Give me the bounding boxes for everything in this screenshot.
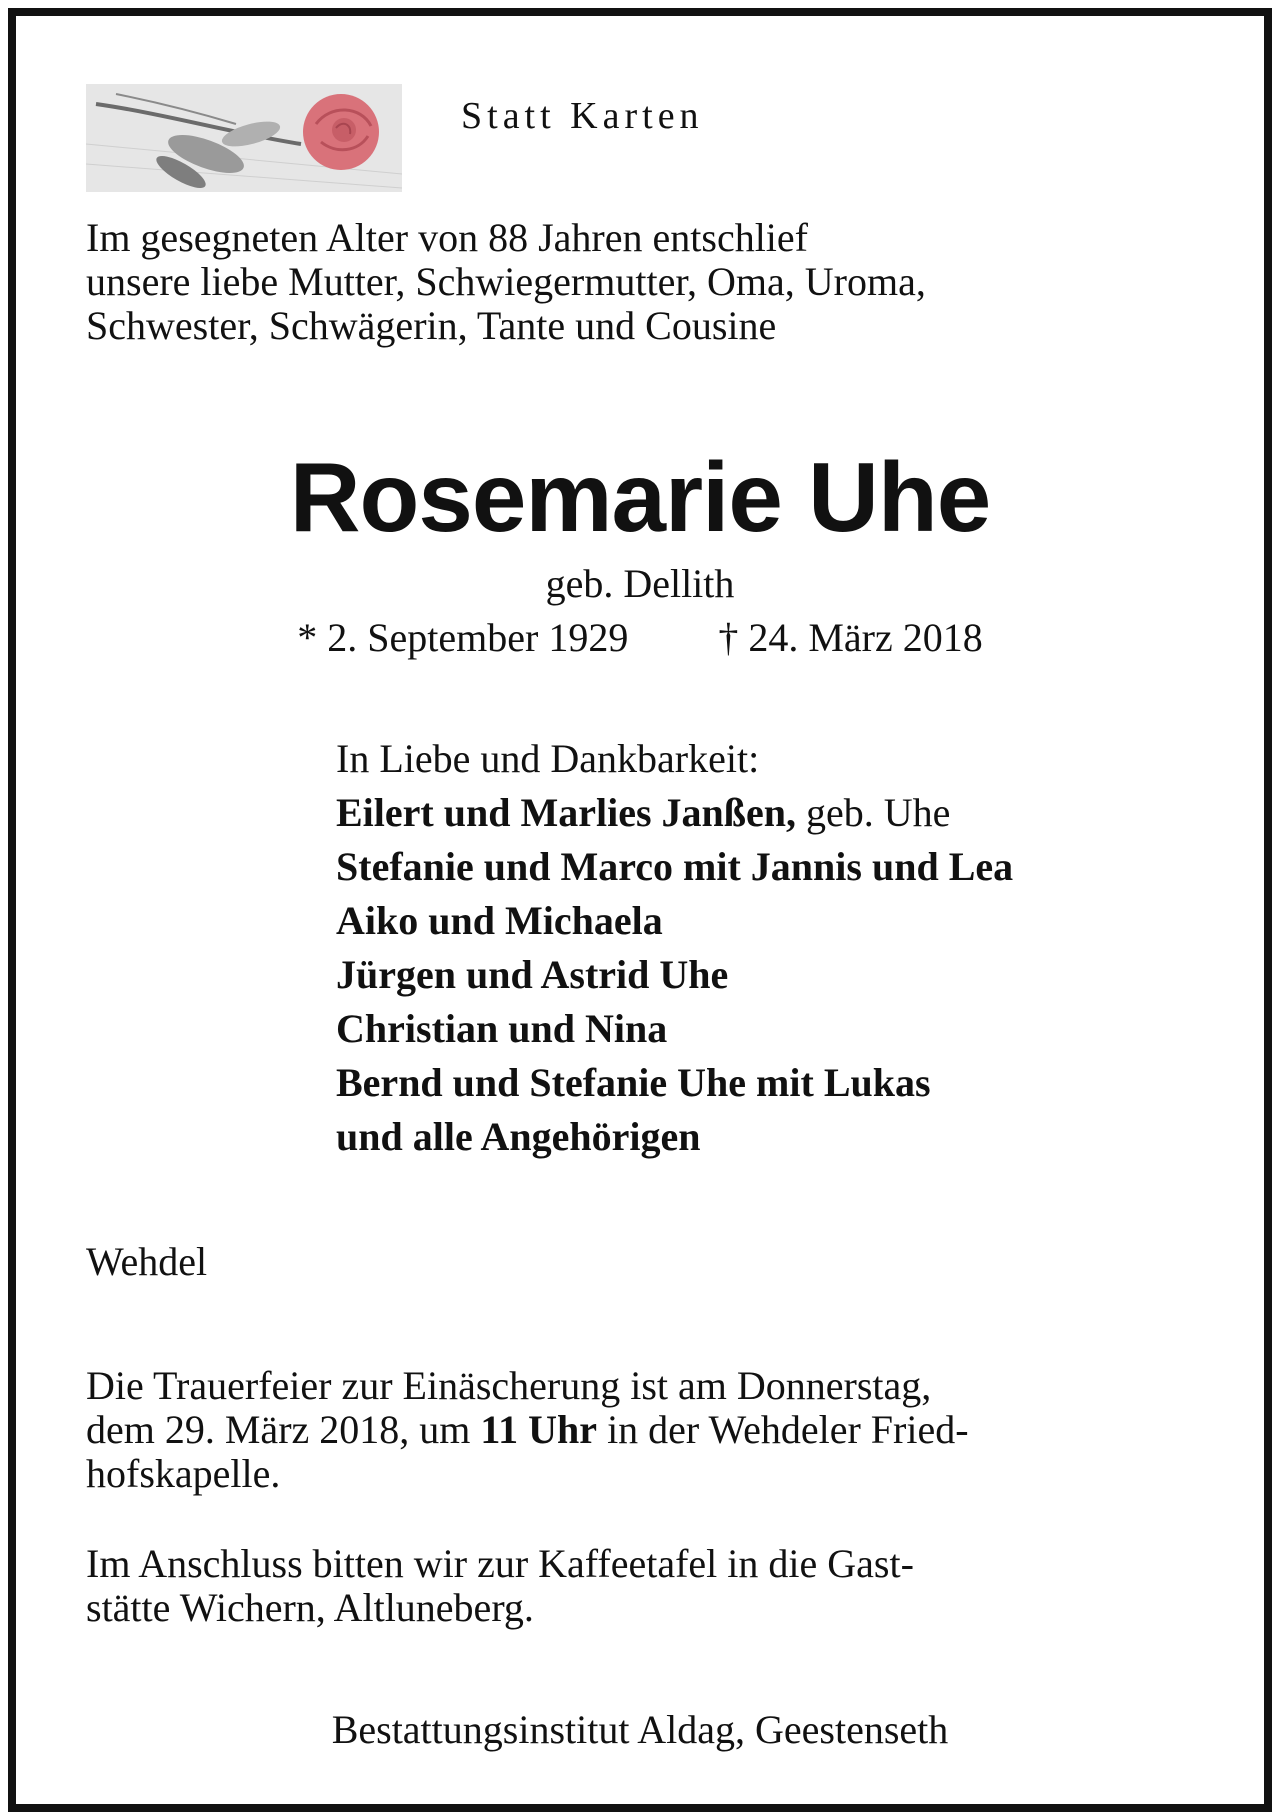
intro-line: Schwester, Schwägerin, Tante und Cousine [86, 303, 777, 348]
mourner-line [336, 786, 1236, 840]
ceremony-line: hofskapelle. [86, 1451, 281, 1496]
born-name: geb. Dellith [545, 561, 735, 606]
mourner-line: Christian und Nina [336, 1006, 668, 1051]
mourner-line: Stefanie und Marco mit Jannis und Lea [336, 844, 1014, 889]
life-dates [16, 614, 1264, 661]
death-date: † 24. März 2018 [718, 615, 983, 660]
place-name: Wehdel [86, 1239, 208, 1284]
mourner-line: und alle Angehörigen [336, 1114, 701, 1159]
ceremony-line: Die Trauerfeier zur Einäscherung ist am Donnerstag, [86, 1363, 932, 1408]
intro-text [86, 216, 1216, 348]
ceremony-time: 11 Uhr [480, 1407, 598, 1452]
intro-line: Im gesegneten Alter von 88 Jahren entschlief [86, 215, 808, 260]
intro-line: unsere liebe Mutter, Schwiegermutter, Oma, Uroma, [86, 259, 926, 304]
rose-icon [86, 84, 402, 192]
mourner-line: Bernd und Stefanie Uhe mit Lukas [336, 1060, 931, 1105]
reception-text [86, 1542, 1216, 1630]
ceremony-location-text: in der Wehdeler Fried- [597, 1407, 969, 1452]
deceased-name: Rosemarie Uhe [289, 442, 991, 552]
mourner-line: Aiko und Michaela [336, 898, 663, 943]
ceremony-text [86, 1364, 1216, 1496]
undertaker-name: Bestattungsinstitut Aldag, Geestenseth [331, 1707, 949, 1752]
ceremony-line [86, 1408, 1216, 1452]
mourner-names: Eilert und Marlies Janßen, [336, 790, 797, 835]
rose-image [86, 84, 402, 192]
mourner-line: Jürgen und Astrid Uhe [336, 952, 729, 997]
mourners-intro: In Liebe und Dankbarkeit: [336, 736, 760, 781]
obituary-card [8, 8, 1272, 1812]
statt-karten-heading: Statt Karten [461, 95, 704, 137]
reception-line: stätte Wichern, Altluneberg. [86, 1585, 534, 1630]
reception-line: Im Anschluss bitten wir zur Kaffeetafel in die Gast- [86, 1541, 914, 1586]
ceremony-date-text: dem 29. März 2018, um [86, 1407, 481, 1452]
mourner-note: geb. Uhe [796, 790, 951, 835]
birth-date: * 2. September 1929 [297, 615, 629, 660]
mourners-list [336, 732, 1236, 1164]
